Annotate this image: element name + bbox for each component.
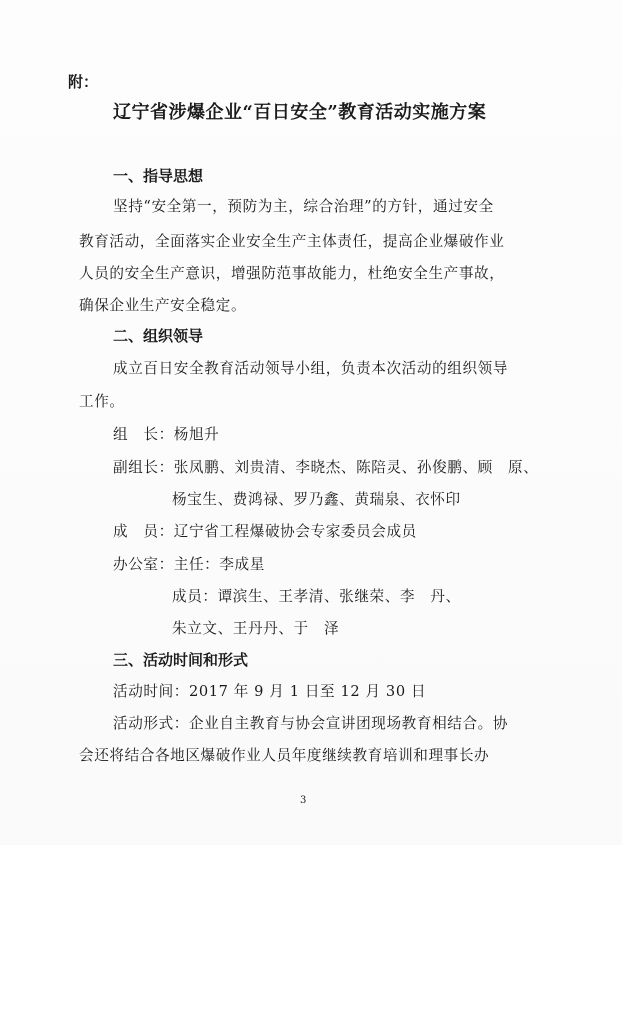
activity-form-line-2: 会还将结合各地区爆破作业人员年度继续教育培训和理事长办 bbox=[79, 747, 490, 764]
document-title: 辽宁省涉爆企业“百日安全”教育活动实施方案 bbox=[113, 102, 487, 123]
office-members-line-1: 成员：谭滨生、王孝清、张继荣、李 丹、 bbox=[172, 588, 461, 605]
leader-line: 组 长：杨旭升 bbox=[113, 426, 220, 443]
deputy-line-2: 杨宝生、费鸿禄、罗乃鑫、黄瑞泉、衣怀印 bbox=[172, 491, 461, 508]
attachment-label: 附： bbox=[68, 73, 99, 91]
section3-heading: 三、活动时间和形式 bbox=[113, 651, 249, 669]
activity-time-line: 活动时间：2017 年 9 月 1 日至 12 月 30 日 bbox=[113, 683, 427, 700]
section1-line: 确保企业生产安全稳定。 bbox=[79, 297, 247, 314]
deputy-line-1: 副组长：张凤鹏、刘贵清、李晓杰、陈陪灵、孙俊鹏、顾 原、 bbox=[113, 459, 539, 476]
section1-line: 人员的安全生产意识，增强防范事故能力，杜绝安全生产事故， bbox=[79, 265, 505, 282]
section2-line: 工作。 bbox=[79, 393, 125, 410]
office-members-line-2: 朱立文、王丹丹、于 泽 bbox=[172, 620, 340, 637]
activity-form-line-1: 活动形式：企业自主教育与协会宣讲团现场教育相结合。协 bbox=[113, 715, 509, 732]
section2-heading: 二、组织领导 bbox=[113, 327, 204, 345]
page-number: 3 bbox=[300, 795, 307, 806]
section1-heading: 一、指导思想 bbox=[113, 167, 204, 185]
office-director-line: 办公室：主任：李成星 bbox=[113, 556, 265, 573]
section1-line: 教育活动，全面落实企业安全生产主体责任，提高企业爆破作业 bbox=[79, 233, 505, 250]
members-line: 成 员：辽宁省工程爆破协会专家委员会成员 bbox=[113, 523, 417, 540]
section2-line: 成立百日安全教育活动领导小组，负责本次活动的组织领导 bbox=[113, 360, 509, 377]
section1-line: 坚持“安全第一，预防为主，综合治理”的方针，通过安全 bbox=[113, 198, 494, 215]
